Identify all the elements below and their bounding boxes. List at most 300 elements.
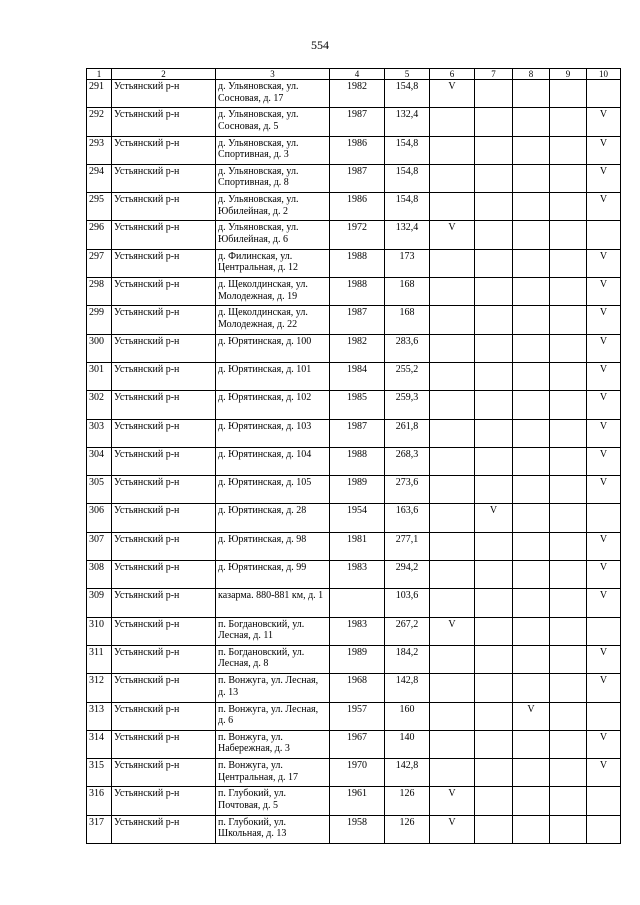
address-cell: д. Ульяновская, ул. Юбилейная, д. 2	[216, 193, 330, 221]
district-cell: Устьянский р-н	[112, 136, 216, 164]
district-cell: Устьянский р-н	[112, 334, 216, 362]
mark-cell-7	[475, 702, 513, 730]
area-cell: 154,8	[385, 164, 430, 192]
mark-cell-7	[475, 787, 513, 815]
row-number: 291	[87, 80, 112, 108]
district-cell: Устьянский р-н	[112, 249, 216, 277]
area-cell: 126	[385, 815, 430, 843]
mark-cell-9	[550, 504, 587, 532]
mark-cell-8	[513, 80, 550, 108]
mark-cell-10: V	[587, 674, 621, 702]
address-cell: д. Юрятинская, д. 104	[216, 447, 330, 475]
column-header: 10	[587, 69, 621, 80]
district-cell: Устьянский р-н	[112, 504, 216, 532]
area-cell: 277,1	[385, 532, 430, 560]
table-row	[87, 306, 621, 334]
address-cell: д. Юрятинская, д. 98	[216, 532, 330, 560]
year-cell: 1987	[330, 164, 385, 192]
table-row	[87, 164, 621, 192]
table-row	[87, 815, 621, 843]
district-cell: Устьянский р-н	[112, 221, 216, 249]
area-cell: 160	[385, 702, 430, 730]
mark-cell-8	[513, 136, 550, 164]
mark-cell-6	[430, 334, 475, 362]
area-cell: 168	[385, 306, 430, 334]
area-cell: 168	[385, 278, 430, 306]
district-cell: Устьянский р-н	[112, 476, 216, 504]
area-cell: 132,4	[385, 221, 430, 249]
year-cell: 1982	[330, 334, 385, 362]
mark-cell-7	[475, 249, 513, 277]
year-cell: 1972	[330, 221, 385, 249]
table-row	[87, 419, 621, 447]
row-number: 297	[87, 249, 112, 277]
table-row	[87, 645, 621, 673]
row-number: 305	[87, 476, 112, 504]
mark-cell-10	[587, 504, 621, 532]
mark-cell-8	[513, 362, 550, 390]
address-cell: д. Юрятинская, д. 103	[216, 419, 330, 447]
mark-cell-6	[430, 730, 475, 758]
mark-cell-6	[430, 164, 475, 192]
mark-cell-7	[475, 136, 513, 164]
mark-cell-8	[513, 617, 550, 645]
column-header: 9	[550, 69, 587, 80]
area-cell: 103,6	[385, 589, 430, 617]
area-cell: 259,3	[385, 391, 430, 419]
mark-cell-7	[475, 589, 513, 617]
row-number: 306	[87, 504, 112, 532]
mark-cell-7	[475, 759, 513, 787]
row-number: 295	[87, 193, 112, 221]
mark-cell-8	[513, 278, 550, 306]
mark-cell-9	[550, 787, 587, 815]
mark-cell-10: V	[587, 476, 621, 504]
mark-cell-9	[550, 419, 587, 447]
mark-cell-9	[550, 193, 587, 221]
mark-cell-8	[513, 334, 550, 362]
mark-cell-6: V	[430, 617, 475, 645]
mark-cell-6	[430, 674, 475, 702]
mark-cell-9	[550, 334, 587, 362]
year-cell: 1984	[330, 362, 385, 390]
area-cell: 255,2	[385, 362, 430, 390]
address-cell: д. Юрятинская, д. 105	[216, 476, 330, 504]
area-cell: 273,6	[385, 476, 430, 504]
table-row	[87, 108, 621, 136]
district-cell: Устьянский р-н	[112, 108, 216, 136]
mark-cell-9	[550, 136, 587, 164]
mark-cell-6	[430, 589, 475, 617]
mark-cell-9	[550, 589, 587, 617]
address-cell: п. Вонжуга, ул. Набережная, д. 3	[216, 730, 330, 758]
table-row	[87, 391, 621, 419]
mark-cell-9	[550, 306, 587, 334]
row-number: 310	[87, 617, 112, 645]
district-cell: Устьянский р-н	[112, 759, 216, 787]
year-cell: 1982	[330, 80, 385, 108]
mark-cell-8	[513, 504, 550, 532]
area-cell: 154,8	[385, 80, 430, 108]
address-cell: д. Щеколдинская, ул. Молодежная, д. 19	[216, 278, 330, 306]
mark-cell-6: V	[430, 815, 475, 843]
mark-cell-7	[475, 561, 513, 589]
row-number: 309	[87, 589, 112, 617]
mark-cell-9	[550, 645, 587, 673]
mark-cell-10	[587, 221, 621, 249]
table-row	[87, 617, 621, 645]
row-number: 304	[87, 447, 112, 475]
mark-cell-9	[550, 278, 587, 306]
mark-cell-7	[475, 645, 513, 673]
district-cell: Устьянский р-н	[112, 815, 216, 843]
address-cell: д. Юрятинская, д. 28	[216, 504, 330, 532]
mark-cell-7	[475, 674, 513, 702]
year-cell: 1983	[330, 617, 385, 645]
mark-cell-8	[513, 306, 550, 334]
year-cell: 1983	[330, 561, 385, 589]
district-cell: Устьянский р-н	[112, 80, 216, 108]
mark-cell-6	[430, 447, 475, 475]
column-header: 4	[330, 69, 385, 80]
mark-cell-10: V	[587, 362, 621, 390]
table-row	[87, 193, 621, 221]
mark-cell-8	[513, 787, 550, 815]
header-row	[87, 69, 621, 80]
mark-cell-7	[475, 362, 513, 390]
address-cell: п. Вонжуга, ул. Центральная, д. 17	[216, 759, 330, 787]
mark-cell-6: V	[430, 787, 475, 815]
row-number: 311	[87, 645, 112, 673]
table-row	[87, 80, 621, 108]
mark-cell-10: V	[587, 108, 621, 136]
mark-cell-8	[513, 108, 550, 136]
column-header: 8	[513, 69, 550, 80]
address-cell: д. Щеколдинская, ул. Молодежная, д. 22	[216, 306, 330, 334]
column-header: 6	[430, 69, 475, 80]
mark-cell-7	[475, 391, 513, 419]
table-row	[87, 362, 621, 390]
area-cell: 163,6	[385, 504, 430, 532]
mark-cell-6	[430, 419, 475, 447]
mark-cell-10: V	[587, 730, 621, 758]
mark-cell-8	[513, 164, 550, 192]
mark-cell-10: V	[587, 447, 621, 475]
mark-cell-10	[587, 787, 621, 815]
address-cell: д. Юрятинская, д. 100	[216, 334, 330, 362]
column-header: 2	[112, 69, 216, 80]
row-number: 300	[87, 334, 112, 362]
row-number: 314	[87, 730, 112, 758]
mark-cell-8	[513, 221, 550, 249]
mark-cell-7	[475, 476, 513, 504]
mark-cell-6	[430, 702, 475, 730]
row-number: 312	[87, 674, 112, 702]
mark-cell-8	[513, 645, 550, 673]
mark-cell-10	[587, 815, 621, 843]
mark-cell-9	[550, 702, 587, 730]
mark-cell-8: V	[513, 702, 550, 730]
district-cell: Устьянский р-н	[112, 164, 216, 192]
address-cell: д. Ульяновская, ул. Спортивная, д. 3	[216, 136, 330, 164]
table-row	[87, 561, 621, 589]
mark-cell-6	[430, 391, 475, 419]
area-cell: 283,6	[385, 334, 430, 362]
mark-cell-6	[430, 532, 475, 560]
area-cell: 154,8	[385, 193, 430, 221]
mark-cell-7	[475, 419, 513, 447]
mark-cell-6	[430, 561, 475, 589]
table-row	[87, 504, 621, 532]
mark-cell-8	[513, 674, 550, 702]
mark-cell-8	[513, 589, 550, 617]
district-cell: Устьянский р-н	[112, 787, 216, 815]
row-number: 301	[87, 362, 112, 390]
mark-cell-8	[513, 730, 550, 758]
column-header: 1	[87, 69, 112, 80]
mark-cell-6	[430, 362, 475, 390]
district-cell: Устьянский р-н	[112, 447, 216, 475]
mark-cell-9	[550, 815, 587, 843]
address-cell: д. Ульяновская, ул. Юбилейная, д. 6	[216, 221, 330, 249]
district-cell: Устьянский р-н	[112, 674, 216, 702]
mark-cell-6	[430, 306, 475, 334]
mark-cell-9	[550, 730, 587, 758]
area-cell: 142,8	[385, 674, 430, 702]
table-row	[87, 278, 621, 306]
area-cell: 142,8	[385, 759, 430, 787]
year-cell: 1967	[330, 730, 385, 758]
area-cell: 126	[385, 787, 430, 815]
row-number: 293	[87, 136, 112, 164]
mark-cell-8	[513, 532, 550, 560]
mark-cell-7	[475, 108, 513, 136]
housing-table	[86, 68, 621, 844]
year-cell: 1958	[330, 815, 385, 843]
mark-cell-6	[430, 249, 475, 277]
mark-cell-10: V	[587, 532, 621, 560]
year-cell: 1970	[330, 759, 385, 787]
mark-cell-10: V	[587, 419, 621, 447]
mark-cell-9	[550, 561, 587, 589]
address-cell: д. Юрятинская, д. 102	[216, 391, 330, 419]
mark-cell-8	[513, 193, 550, 221]
mark-cell-10: V	[587, 561, 621, 589]
mark-cell-7	[475, 532, 513, 560]
mark-cell-7: V	[475, 504, 513, 532]
address-cell: д. Филинская, ул. Центральная, д. 12	[216, 249, 330, 277]
mark-cell-9	[550, 532, 587, 560]
table-row	[87, 532, 621, 560]
district-cell: Устьянский р-н	[112, 278, 216, 306]
mark-cell-10: V	[587, 136, 621, 164]
year-cell: 1986	[330, 193, 385, 221]
district-cell: Устьянский р-н	[112, 589, 216, 617]
address-cell: д. Ульяновская, ул. Спортивная, д. 8	[216, 164, 330, 192]
district-cell: Устьянский р-н	[112, 702, 216, 730]
mark-cell-7	[475, 447, 513, 475]
district-cell: Устьянский р-н	[112, 391, 216, 419]
mark-cell-10: V	[587, 193, 621, 221]
mark-cell-6	[430, 136, 475, 164]
area-cell: 140	[385, 730, 430, 758]
mark-cell-6: V	[430, 80, 475, 108]
table-row	[87, 589, 621, 617]
area-cell: 184,2	[385, 645, 430, 673]
district-cell: Устьянский р-н	[112, 645, 216, 673]
year-cell: 1989	[330, 476, 385, 504]
row-number: 316	[87, 787, 112, 815]
mark-cell-9	[550, 108, 587, 136]
area-cell: 268,3	[385, 447, 430, 475]
mark-cell-8	[513, 447, 550, 475]
table-row	[87, 759, 621, 787]
address-cell: п. Богдановский, ул. Лесная, д. 11	[216, 617, 330, 645]
column-header: 3	[216, 69, 330, 80]
mark-cell-7	[475, 164, 513, 192]
mark-cell-10: V	[587, 306, 621, 334]
table-row	[87, 730, 621, 758]
address-cell: д. Юрятинская, д. 99	[216, 561, 330, 589]
mark-cell-8	[513, 815, 550, 843]
year-cell: 1957	[330, 702, 385, 730]
table-row	[87, 334, 621, 362]
address-cell: п. Глубокий, ул. Почтовая, д. 5	[216, 787, 330, 815]
mark-cell-9	[550, 362, 587, 390]
mark-cell-6	[430, 645, 475, 673]
mark-cell-7	[475, 278, 513, 306]
table-row	[87, 447, 621, 475]
mark-cell-8	[513, 391, 550, 419]
column-header: 5	[385, 69, 430, 80]
mark-cell-8	[513, 476, 550, 504]
district-cell: Устьянский р-н	[112, 362, 216, 390]
area-cell: 173	[385, 249, 430, 277]
mark-cell-10: V	[587, 589, 621, 617]
mark-cell-9	[550, 617, 587, 645]
district-cell: Устьянский р-н	[112, 306, 216, 334]
year-cell: 1989	[330, 645, 385, 673]
year-cell: 1988	[330, 278, 385, 306]
address-cell: д. Ульяновская, ул. Сосновая, д. 5	[216, 108, 330, 136]
table-row	[87, 674, 621, 702]
address-cell: п. Вонжуга, ул. Лесная, д. 6	[216, 702, 330, 730]
table-row	[87, 702, 621, 730]
mark-cell-6	[430, 759, 475, 787]
table-row	[87, 476, 621, 504]
row-number: 307	[87, 532, 112, 560]
mark-cell-10: V	[587, 759, 621, 787]
row-number: 292	[87, 108, 112, 136]
mark-cell-9	[550, 674, 587, 702]
row-number: 313	[87, 702, 112, 730]
row-number: 315	[87, 759, 112, 787]
mark-cell-10	[587, 80, 621, 108]
year-cell: 1985	[330, 391, 385, 419]
mark-cell-8	[513, 759, 550, 787]
mark-cell-8	[513, 561, 550, 589]
row-number: 308	[87, 561, 112, 589]
mark-cell-6	[430, 476, 475, 504]
year-cell: 1968	[330, 674, 385, 702]
district-cell: Устьянский р-н	[112, 561, 216, 589]
district-cell: Устьянский р-н	[112, 730, 216, 758]
address-cell: п. Вонжуга, ул. Лесная, д. 13	[216, 674, 330, 702]
mark-cell-9	[550, 447, 587, 475]
row-number: 294	[87, 164, 112, 192]
mark-cell-9	[550, 759, 587, 787]
mark-cell-7	[475, 334, 513, 362]
mark-cell-10	[587, 617, 621, 645]
page-number: 554	[311, 38, 329, 52]
year-cell: 1988	[330, 447, 385, 475]
mark-cell-6	[430, 504, 475, 532]
mark-cell-9	[550, 391, 587, 419]
area-cell: 267,2	[385, 617, 430, 645]
area-cell: 132,4	[385, 108, 430, 136]
table-row	[87, 221, 621, 249]
mark-cell-10: V	[587, 164, 621, 192]
mark-cell-8	[513, 249, 550, 277]
mark-cell-9	[550, 249, 587, 277]
mark-cell-10	[587, 702, 621, 730]
row-number: 299	[87, 306, 112, 334]
mark-cell-9	[550, 476, 587, 504]
year-cell: 1987	[330, 108, 385, 136]
mark-cell-6	[430, 278, 475, 306]
district-cell: Устьянский р-н	[112, 617, 216, 645]
mark-cell-7	[475, 617, 513, 645]
year-cell: 1987	[330, 419, 385, 447]
row-number: 317	[87, 815, 112, 843]
area-cell: 154,8	[385, 136, 430, 164]
area-cell: 294,2	[385, 561, 430, 589]
row-number: 298	[87, 278, 112, 306]
mark-cell-10: V	[587, 334, 621, 362]
row-number: 303	[87, 419, 112, 447]
mark-cell-10: V	[587, 249, 621, 277]
year-cell: 1961	[330, 787, 385, 815]
mark-cell-8	[513, 419, 550, 447]
year-cell: 1986	[330, 136, 385, 164]
year-cell	[330, 589, 385, 617]
row-number: 296	[87, 221, 112, 249]
mark-cell-6: V	[430, 221, 475, 249]
year-cell: 1987	[330, 306, 385, 334]
mark-cell-9	[550, 221, 587, 249]
mark-cell-7	[475, 80, 513, 108]
mark-cell-6	[430, 193, 475, 221]
mark-cell-10: V	[587, 645, 621, 673]
row-number: 302	[87, 391, 112, 419]
mark-cell-7	[475, 815, 513, 843]
mark-cell-7	[475, 306, 513, 334]
mark-cell-6	[430, 108, 475, 136]
table-row	[87, 787, 621, 815]
address-cell: п. Глубокий, ул. Школьная, д. 13	[216, 815, 330, 843]
address-cell: д. Юрятинская, д. 101	[216, 362, 330, 390]
column-header: 7	[475, 69, 513, 80]
mark-cell-7	[475, 193, 513, 221]
address-cell: п. Богдановский, ул. Лесная, д. 8	[216, 645, 330, 673]
district-cell: Устьянский р-н	[112, 419, 216, 447]
district-cell: Устьянский р-н	[112, 532, 216, 560]
area-cell: 261,8	[385, 419, 430, 447]
mark-cell-7	[475, 730, 513, 758]
table-row	[87, 136, 621, 164]
mark-cell-9	[550, 164, 587, 192]
mark-cell-9	[550, 80, 587, 108]
